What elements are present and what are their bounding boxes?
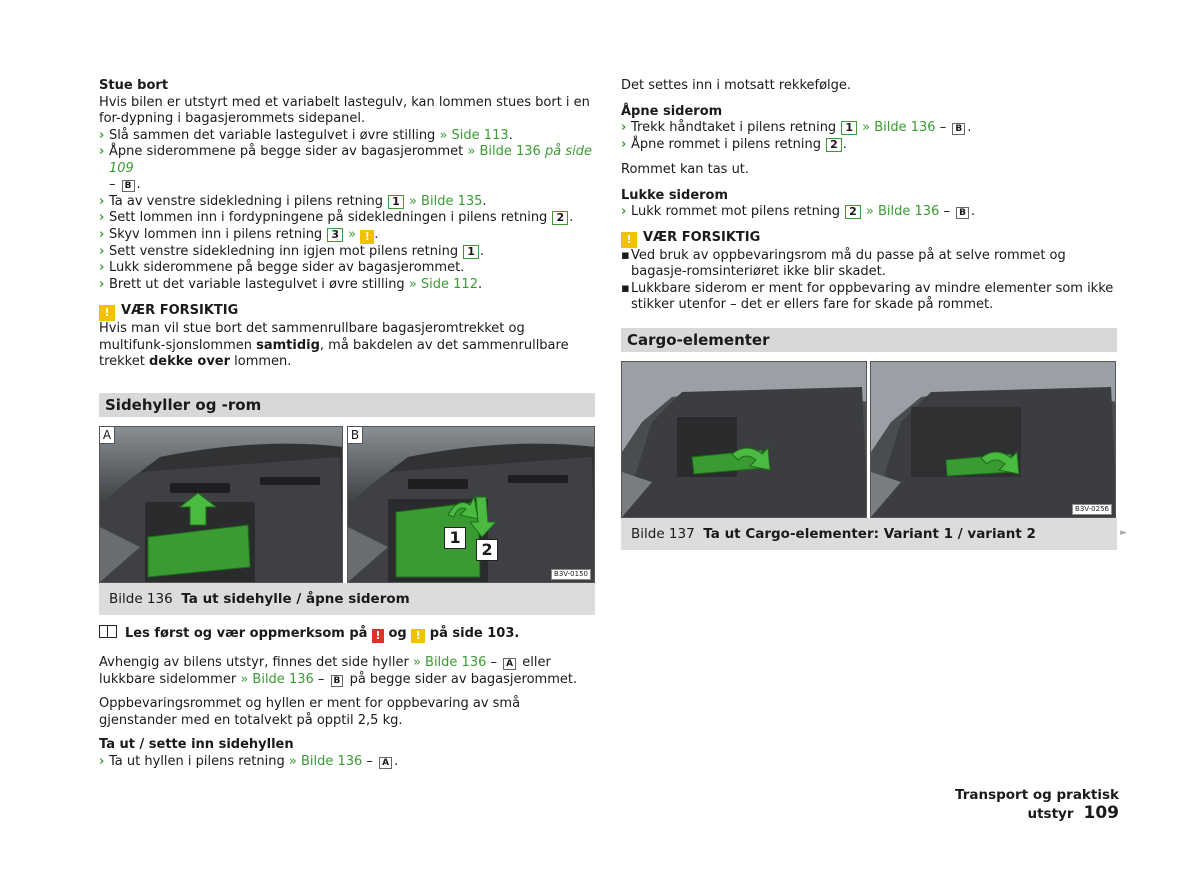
square-bullet-icon: ▪ bbox=[621, 247, 630, 263]
chevron-right-icon: › bbox=[99, 226, 105, 242]
bullet-text: Lukkbare siderom er ment for oppbevaring av mindre elementer som ikke stikker utenfor – det er ellers fare for skade på rommet. bbox=[631, 280, 1114, 312]
stue-bort-block bbox=[99, 78, 595, 293]
chevron-right-icon: › bbox=[99, 193, 105, 209]
trunk-illustration-a bbox=[100, 427, 343, 582]
page-footer bbox=[895, 787, 1119, 823]
square-bullet-icon: ▪ bbox=[621, 280, 630, 296]
figure-code: B3V-0256 bbox=[1072, 504, 1112, 515]
link-side-112[interactable]: » Side 112 bbox=[408, 276, 478, 292]
read-first-mid: og bbox=[388, 626, 407, 641]
link-bilde-136[interactable]: » Bilde 136 bbox=[240, 671, 314, 687]
step-text: Lukk rommet mot pilens retning bbox=[631, 204, 840, 219]
caution-title bbox=[621, 230, 1117, 248]
para-text: Avhengig av bilens utstyr, finnes det side hyller bbox=[99, 655, 409, 670]
left-column bbox=[99, 78, 595, 770]
chevron-right-icon: › bbox=[99, 210, 105, 225]
chevron-right-icon: › bbox=[99, 144, 105, 159]
figure-label-b: B bbox=[348, 427, 363, 444]
step-2 bbox=[99, 144, 595, 194]
ref-box: 1 bbox=[841, 121, 857, 135]
dash: – bbox=[490, 655, 498, 670]
step-ta-ut bbox=[99, 754, 595, 771]
apne-block bbox=[621, 104, 1117, 154]
chevron-right-icon: › bbox=[99, 276, 105, 292]
link-side-113[interactable]: » Side 113 bbox=[439, 127, 509, 143]
figure-137-variant-1 bbox=[621, 361, 867, 518]
step-5 bbox=[99, 227, 595, 244]
chevron-right-icon: › bbox=[621, 204, 627, 219]
caution-block bbox=[99, 303, 595, 371]
step-tail: . bbox=[508, 127, 513, 143]
step-3 bbox=[99, 194, 595, 211]
caution-bullet-1 bbox=[621, 248, 1117, 281]
section-title-cargo: Cargo-elementer bbox=[621, 328, 1117, 352]
right-intro: Det settes inn i motsatt rekkefølge. bbox=[621, 78, 852, 93]
fig-ref-b: B bbox=[952, 123, 965, 135]
step-tail: . bbox=[569, 210, 574, 225]
step-8 bbox=[99, 277, 595, 294]
figure-136-a bbox=[99, 426, 343, 583]
link-bilde-136[interactable]: » Bilde 136 bbox=[467, 144, 541, 159]
chevron-right-icon: › bbox=[99, 127, 105, 143]
ref-box: 2 bbox=[552, 211, 568, 225]
caption-text: Ta ut Cargo-elementer: Variant 1 / variant 2 bbox=[703, 525, 1036, 542]
step-apne-1 bbox=[621, 120, 1117, 137]
figure-label-a: A bbox=[100, 427, 115, 444]
para-text: på begge sider av bagasjerommet. bbox=[349, 671, 578, 687]
step-text: Ta ut hyllen i pilens retning bbox=[109, 753, 285, 769]
step-6 bbox=[99, 244, 595, 261]
step-tail: . bbox=[477, 276, 483, 292]
warning-icon: ! bbox=[621, 232, 637, 248]
cargo-illustration-1 bbox=[622, 362, 867, 517]
step-text: Sett lommen inn i fordypningene på sidekledningen i pilens retning bbox=[109, 210, 548, 225]
bullet-text: Ved bruk av oppbevaringsrom må du passe på at selve rommet og bagasje-romsinteriøret ikke blir skadet. bbox=[631, 247, 1066, 279]
section-title-sidehyller: Sidehyller og -rom bbox=[99, 393, 595, 417]
warning-icon: ! bbox=[411, 629, 425, 643]
fig-ref-a: A bbox=[503, 658, 516, 670]
link-bilde-136[interactable]: » Bilde 136 bbox=[412, 655, 487, 670]
chevron-right-icon: › bbox=[621, 136, 627, 152]
paragraph-depending bbox=[99, 655, 595, 688]
danger-icon: ! bbox=[372, 629, 384, 643]
link-bilde-136[interactable]: » Bilde 136 bbox=[862, 120, 936, 135]
step-text: Sett venstre sidekledning inn igjen mot pilens retning bbox=[109, 243, 459, 259]
fig-ref-a: A bbox=[379, 757, 392, 769]
lukke-block bbox=[621, 188, 1117, 221]
ref-box: 2 bbox=[845, 205, 861, 219]
right-column bbox=[621, 78, 1127, 550]
link-side-109[interactable]: på side 109 bbox=[109, 144, 592, 176]
step-lukke bbox=[621, 204, 1117, 221]
caution-title-text: VÆR FORSIKTIG bbox=[121, 303, 239, 318]
step-tail: . bbox=[479, 243, 485, 259]
heading-ta-ut: Ta ut / sette inn sidehyllen bbox=[99, 737, 294, 752]
link-bilde-136[interactable]: » Bilde 136 bbox=[865, 204, 940, 219]
fig-ref-b: B bbox=[122, 180, 135, 192]
step-tail: . bbox=[482, 193, 487, 209]
heading-apne: Åpne siderom bbox=[621, 103, 723, 119]
step-apne-2 bbox=[621, 137, 1117, 154]
paragraph-storage: Oppbevaringsrommet og hyllen er ment for oppbevaring av små gjenstander med en totalvekt på opptil 2,5 kg. bbox=[99, 696, 521, 728]
trunk-illustration-b bbox=[348, 427, 595, 582]
figure-137-variant-2 bbox=[870, 361, 1116, 518]
step-text: Skyv lommen inn i pilens retning bbox=[109, 226, 323, 242]
step-text: Åpne siderommene på begge sider av bagasjerommet bbox=[109, 144, 464, 159]
figure-137 bbox=[621, 361, 1116, 518]
dash: – bbox=[943, 204, 950, 219]
callout-1: 1 bbox=[444, 527, 466, 549]
read-first-pre: Les først og vær oppmerksom på bbox=[125, 626, 368, 641]
step-tail: . bbox=[967, 120, 972, 135]
ref-box: 3 bbox=[327, 228, 343, 242]
step-dash: – bbox=[109, 177, 116, 192]
step-text: Trekk håndtaket i pilens retning bbox=[631, 120, 837, 135]
figure-136-b bbox=[347, 426, 595, 583]
step-tail: . bbox=[136, 177, 141, 192]
step-4 bbox=[99, 210, 595, 227]
step-text: Brett ut det variable lastegulvet i øvre stilling bbox=[109, 276, 405, 292]
step-tail: . bbox=[971, 204, 976, 219]
read-first-line bbox=[99, 625, 595, 643]
cargo-illustration-2 bbox=[871, 362, 1116, 517]
caution-text-1: Hvis man vil stue bort det sammenrullbare bagasjeromtrekket og multifunk-sjonslommen bbox=[99, 321, 525, 353]
link-bilde-135[interactable]: » Bilde 135 bbox=[408, 193, 483, 209]
caption-number: Bilde 136 bbox=[109, 590, 173, 607]
step-tail: . bbox=[374, 226, 379, 242]
warning-icon: ! bbox=[99, 305, 115, 321]
chevron-right-icon: › bbox=[99, 753, 105, 769]
step-7 bbox=[99, 260, 595, 277]
book-icon bbox=[99, 625, 117, 638]
caution-bullet-2 bbox=[621, 281, 1117, 314]
para-text: eller lukkbare sidelommer bbox=[99, 655, 551, 687]
dash: – bbox=[317, 671, 325, 687]
step-tail: . bbox=[842, 136, 847, 152]
caption-number: Bilde 137 bbox=[631, 525, 695, 542]
caution-title bbox=[99, 303, 595, 321]
dash: – bbox=[939, 120, 947, 135]
link-bilde-136[interactable]: » Bilde 136 bbox=[288, 753, 363, 769]
caution-bold-1: samtidig bbox=[256, 337, 320, 353]
caution-text-2: , må bakdelen av det sammenrullbare trekket bbox=[99, 337, 569, 369]
figure-137-caption bbox=[621, 518, 1127, 551]
step-text: Ta av venstre sidekledning i pilens retning bbox=[109, 193, 384, 209]
caution-block-right bbox=[621, 230, 1117, 314]
figure-136 bbox=[99, 426, 595, 583]
caution-text-3: lommen. bbox=[230, 354, 292, 369]
caution-bold-2: dekke over bbox=[148, 354, 231, 369]
caption-text: Ta ut sidehylle / åpne siderom bbox=[181, 590, 410, 607]
ref-box: 2 bbox=[826, 138, 842, 152]
step-text: Lukk siderommene på begge sider av bagasjerommet. bbox=[109, 260, 465, 275]
rommet-line: Rommet kan tas ut. bbox=[621, 162, 750, 177]
figure-136-caption bbox=[99, 583, 595, 616]
ref-box: 1 bbox=[463, 245, 479, 259]
read-first-post: på side 103. bbox=[429, 626, 520, 641]
step-text: Åpne rommet i pilens retning bbox=[631, 136, 821, 152]
link-warning[interactable]: » bbox=[348, 226, 357, 242]
warning-icon: ! bbox=[360, 230, 374, 244]
step-text: Slå sammen det variable lastegulvet i øvre stilling bbox=[109, 127, 436, 143]
page-number: 109 bbox=[1083, 802, 1119, 823]
step-1 bbox=[99, 128, 595, 145]
continue-arrow-icon: ► bbox=[1120, 527, 1127, 538]
dash: – bbox=[366, 753, 373, 769]
heading-lukke: Lukke siderom bbox=[621, 187, 729, 203]
fig-ref-b: B bbox=[956, 207, 969, 219]
fig-ref-b: B bbox=[331, 675, 344, 687]
chevron-right-icon: › bbox=[99, 243, 105, 259]
figure-code: B3V-0150 bbox=[551, 569, 591, 580]
ref-box: 1 bbox=[388, 195, 404, 209]
caution-title-text: VÆR FORSIKTIG bbox=[643, 229, 761, 245]
caution-text bbox=[99, 321, 595, 371]
step-tail: . bbox=[394, 753, 399, 769]
stue-bort-intro: Hvis bilen er utstyrt med et variabelt lastegulv, kan lommen stues bort i en for-dypning i bagasjerommets sidepanel. bbox=[99, 94, 590, 126]
chevron-right-icon: › bbox=[621, 120, 627, 135]
heading-stue-bort: Stue bort bbox=[99, 78, 169, 93]
chevron-right-icon: › bbox=[99, 260, 105, 275]
callout-2: 2 bbox=[476, 539, 498, 561]
footer-title: Transport og praktisk utstyr bbox=[954, 787, 1119, 822]
